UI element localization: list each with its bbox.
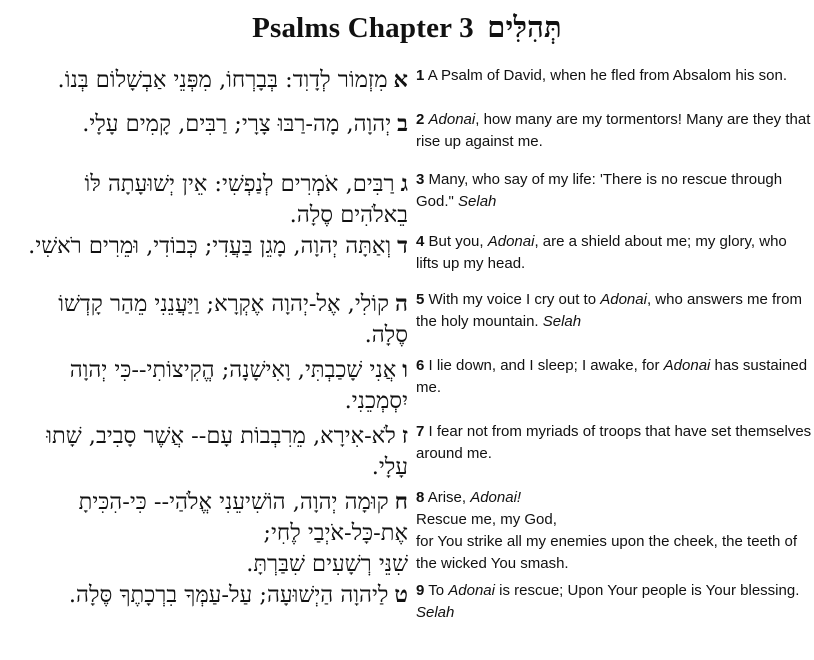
hebrew-verse-letter: ז xyxy=(401,423,408,449)
english-text: I lie down, and I sleep; I awake, for xyxy=(428,357,664,374)
verse-number: 6 xyxy=(416,357,425,374)
hebrew-text: יְהוָה, מָה-רַבּוּ צָרָי; רַבִּים, קָמִים עָלָי. xyxy=(82,111,392,137)
verse-number: 5 xyxy=(416,291,425,308)
english-verse xyxy=(410,487,812,580)
english-emphasis: Adonai xyxy=(663,357,711,374)
verse-row xyxy=(10,487,812,580)
english-verse xyxy=(410,109,812,169)
english-text: is rescue; Upon Your people is Your blessing. xyxy=(494,582,800,599)
verse-number: 4 xyxy=(416,233,425,250)
english-text: has sustained me. xyxy=(416,357,808,396)
hebrew-line xyxy=(10,549,408,580)
verse-number: 9 xyxy=(416,582,425,599)
hebrew-line xyxy=(10,289,408,351)
hebrew-line xyxy=(10,169,408,231)
hebrew-verse-letter: ד xyxy=(397,233,408,259)
hebrew-verse-letter: ט xyxy=(394,582,408,608)
hebrew-verse xyxy=(10,355,410,421)
hebrew-verse-letter: ח xyxy=(394,489,408,515)
english-emphasis: Selah xyxy=(458,193,497,210)
english-emphasis: Adonai xyxy=(428,111,476,128)
english-text: With my voice I cry out to xyxy=(428,291,601,308)
hebrew-text: וְאַתָּה יְהוָה, מָגֵן בַּעֲדִי; כְּבוֹדִי, וּמֵרִים רֹאשִׁי. xyxy=(28,233,392,259)
verse-row xyxy=(10,231,812,289)
hebrew-text: לֹא-אִירָא, מֵרִבְבוֹת עָם-- אֲשֶׁר סָבִיב, שָׁתוּ עָלָי. xyxy=(46,423,408,480)
hebrew-line xyxy=(10,355,408,417)
hebrew-text: רַבִּים, אֹמְרִים לְנַפְשִׁי: אֵין יְשׁוּעָתָה לּוֹ בֵאלֹהִים סֶלָה. xyxy=(84,171,408,228)
hebrew-line xyxy=(10,109,408,140)
verse-row xyxy=(10,169,812,231)
hebrew-line xyxy=(10,580,408,611)
hebrew-line xyxy=(10,421,408,483)
english-text: Many, who say of my life: 'There is no rescue through God." xyxy=(416,171,783,210)
hebrew-verse-letter: ב xyxy=(397,111,408,137)
hebrew-text: לַיהוָה הַיְשׁוּעָה; עַל-עַמְּךָ בִרְכָתֶךָ סֶּלָה. xyxy=(68,582,389,608)
english-verse xyxy=(410,421,812,487)
psalm-table xyxy=(10,65,812,626)
verse-number: 2 xyxy=(416,111,425,128)
hebrew-verse xyxy=(10,487,410,580)
english-text: for You strike all my enemies upon the cheek, the teeth of the wicked You smash. xyxy=(416,533,798,572)
hebrew-line xyxy=(10,487,408,549)
hebrew-text: אֲנִי שָׁכַבְתִּי, וָאִישָׁנָה; הֱקִיצוֹתִי--כִּי יְהוָה יִסְמְכֵנִי. xyxy=(69,357,408,414)
english-text: , how many are my tormentors! Many are they that rise up against me. xyxy=(416,111,811,150)
title-english: Psalms Chapter 3 xyxy=(252,12,474,44)
verse-row xyxy=(10,355,812,421)
hebrew-verse-letter: ה xyxy=(395,291,408,317)
verse-number: 8 xyxy=(416,489,425,506)
page-title xyxy=(0,12,814,45)
hebrew-text: מִזְמוֹר לְדָוִד: בְּבָרְחוֹ, מִפְּנֵי אַבְשָׁלוֹם בְּנוֹ. xyxy=(57,67,388,93)
hebrew-verse-letter: א xyxy=(393,67,408,93)
verse-row xyxy=(10,580,812,626)
verse-row xyxy=(10,109,812,169)
hebrew-verse xyxy=(10,231,410,289)
english-text: , who answers me from the holy mountain. xyxy=(416,291,802,330)
english-verse xyxy=(410,169,812,231)
hebrew-line xyxy=(10,231,408,262)
hebrew-verse xyxy=(10,169,410,231)
english-verse xyxy=(410,580,812,626)
verse-number: 1 xyxy=(416,67,425,84)
verse-number: 3 xyxy=(416,171,425,188)
english-text: , are a shield about me; my glory, who lifts up my head. xyxy=(416,233,787,272)
english-emphasis: Adonai xyxy=(487,233,535,250)
english-verse xyxy=(410,65,812,109)
english-text: Arise, xyxy=(427,489,471,506)
english-text: around me. xyxy=(416,445,492,462)
hebrew-text: קוֹלִי, אֶל-יְהוָה אֶקְרָא; וַיַּעֲנֵנִי מֵהַר קָדְשׁוֹ סֶלָה. xyxy=(58,291,408,348)
english-verse xyxy=(410,355,812,421)
english-text: To xyxy=(428,582,449,599)
verse-row xyxy=(10,289,812,355)
hebrew-text: שִׁנֵּי רְשָׁעִים שִׁבַּרְתָּ. xyxy=(246,551,408,577)
english-emphasis: Adonai xyxy=(448,582,495,599)
hebrew-verse-letter: ג xyxy=(400,171,408,197)
hebrew-text: קוּמָה יְהוָה, הוֹשִׁיעֵנִי אֱלֹהַי-- כִּי-הִכִּיתָ אֶת-כָּל-אֹיְבַי לֶחִי; xyxy=(78,489,408,546)
english-text: I fear not from myriads of troops that have set themselves xyxy=(428,423,812,440)
english-verse xyxy=(410,231,812,289)
hebrew-verse xyxy=(10,65,410,109)
english-text: A Psalm of David, when he fled from Absalom his son. xyxy=(427,67,788,84)
verse-row xyxy=(10,65,812,109)
verse-row xyxy=(10,421,812,487)
hebrew-verse xyxy=(10,580,410,626)
verse-list xyxy=(10,65,812,626)
english-text: But you, xyxy=(428,233,488,250)
english-emphasis: Adonai xyxy=(600,291,647,308)
hebrew-line xyxy=(10,65,408,96)
english-emphasis: Selah xyxy=(542,313,582,330)
title-hebrew: תְּהִלִּים xyxy=(487,12,562,44)
english-emphasis: Selah xyxy=(416,604,455,621)
hebrew-verse xyxy=(10,421,410,487)
english-verse xyxy=(410,289,812,355)
hebrew-verse xyxy=(10,289,410,355)
english-emphasis: Adonai! xyxy=(470,489,522,506)
hebrew-verse-letter: ו xyxy=(402,357,408,383)
verse-number: 7 xyxy=(416,423,425,440)
hebrew-verse xyxy=(10,109,410,169)
english-text: Rescue me, my God, xyxy=(416,511,557,528)
